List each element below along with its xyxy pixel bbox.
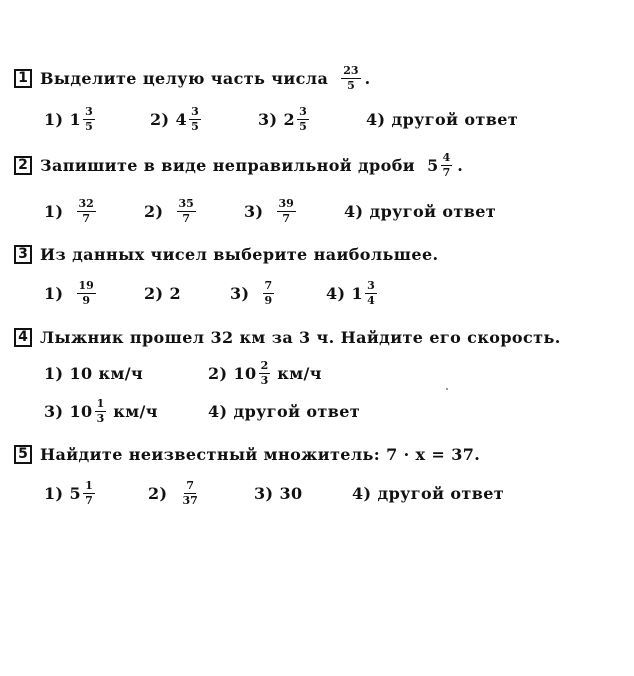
question-1: 1 Выделите целую часть числа $\frac{23}{5}$ . bbox=[14, 66, 371, 90]
question-4 bbox=[14, 325, 561, 349]
option-4-1[interactable]: 1) 10 км/ч bbox=[44, 363, 144, 383]
scan-speck bbox=[446, 388, 448, 390]
question-2: 2 Запишите в виде неправильной дроби 5 $\frac{4}{7}$ . bbox=[14, 153, 463, 177]
option-4-2[interactable]: 2) 10 $\frac{2}{3}$ км/ч bbox=[208, 358, 322, 387]
question-text: Выделите целую часть числа bbox=[40, 68, 329, 88]
option-1-2[interactable]: 2) 4 $\frac{3}{5}$ bbox=[150, 104, 199, 133]
option-1-1[interactable]: 1) 1 $\frac{3}{5}$ bbox=[44, 104, 93, 133]
option-3-4[interactable]: 4) 1 $\frac{3}{4}$ bbox=[326, 278, 375, 307]
option-2-1[interactable]: 1) $\frac{32}{7}$ bbox=[44, 196, 94, 225]
option-3-1[interactable]: 1) $\frac{19}{9}$ bbox=[44, 278, 94, 307]
option-3-3[interactable]: 3) $\frac{7}{9}$ bbox=[230, 278, 273, 307]
question-number: 1 bbox=[14, 69, 32, 88]
option-4-3[interactable]: 3) 10 $\frac{1}{3}$ км/ч bbox=[44, 396, 158, 425]
option-2-2[interactable]: 2) $\frac{35}{7}$ bbox=[144, 196, 194, 225]
option-5-2[interactable]: 2) $\frac{7}{37}$ bbox=[148, 478, 198, 507]
question-5 bbox=[14, 442, 480, 466]
question-fraction: $\frac{23}{5}$ bbox=[343, 63, 359, 92]
option-1-3[interactable]: 3) 2 $\frac{3}{5}$ bbox=[258, 104, 307, 133]
option-2-4[interactable]: 4) другой ответ bbox=[344, 201, 497, 221]
question-fraction: $\frac{4}{7}$ bbox=[442, 150, 451, 179]
option-5-1[interactable]: 1) 5 $\frac{1}{7}$ bbox=[44, 478, 93, 507]
option-1-4[interactable]: 4) другой ответ bbox=[366, 109, 519, 129]
question-text: Найдите неизвестный множитель: 7 · x = 37. bbox=[40, 444, 481, 464]
question-number: 2 bbox=[14, 156, 32, 175]
option-5-4[interactable]: 4) другой ответ bbox=[352, 483, 505, 503]
question-number: 4 bbox=[14, 328, 32, 347]
option-2-3[interactable]: 3) $\frac{39}{7}$ bbox=[244, 196, 294, 225]
option-3-2[interactable]: 2) 2 bbox=[144, 283, 182, 303]
question-3 bbox=[14, 242, 439, 266]
question-text: Запишите в виде неправильной дроби bbox=[40, 155, 416, 175]
option-4-4[interactable]: 4) другой ответ bbox=[208, 401, 361, 421]
question-text: Из данных чисел выберите наибольшее. bbox=[40, 244, 439, 264]
question-number: 5 bbox=[14, 445, 32, 464]
question-number: 3 bbox=[14, 245, 32, 264]
question-text: Лыжник прошел 32 км за 3 ч. Найдите его скорость. bbox=[40, 327, 561, 347]
option-5-3[interactable]: 3) 30 bbox=[254, 483, 303, 503]
